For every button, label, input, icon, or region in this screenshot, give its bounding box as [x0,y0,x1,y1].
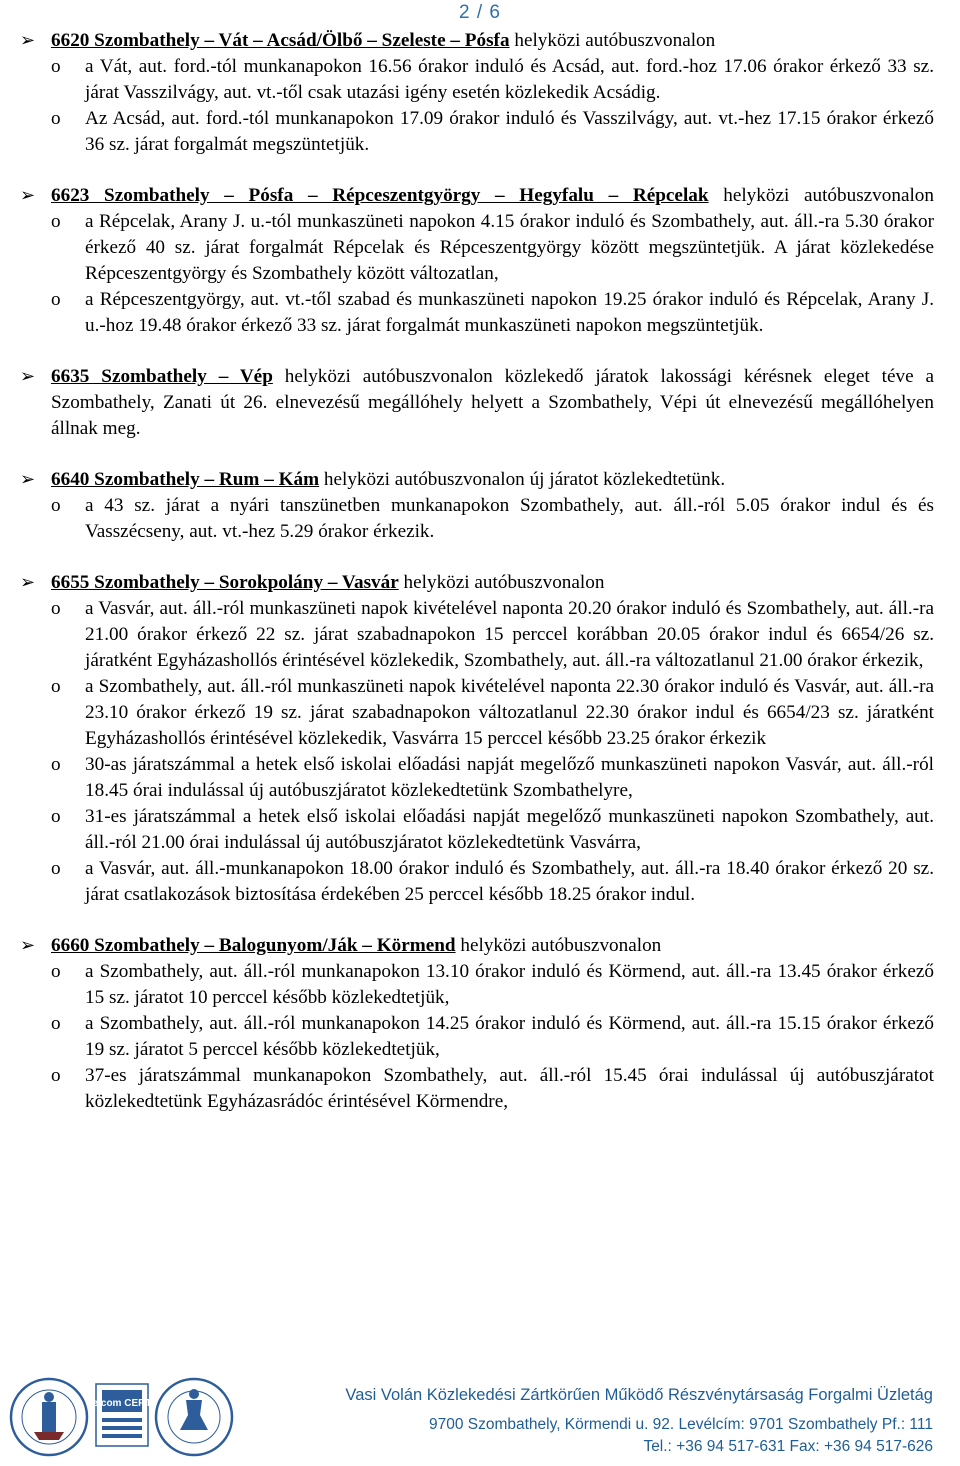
list-item-text: a Vasvár, aut. áll.-munkanapokon 18.00 órakor induló és Szombathely, aut. áll.-ra 18.40 órakor érkező 20 sz. járat csatlakozások biztosítása érdekében 25 perccel később 18.25 órakor indul. [85,858,934,905]
list-item [20,209,934,287]
route-title: 6635 Szombathely – Vép [51,366,273,387]
route-section [20,183,934,339]
list-item-text: Az Acsád, aut. ford.-tól munkanapokon 17.09 órakor induló és Vasszilvágy, aut. vt.-hez 17.15 órakor érkező 36 sz. járat forgalmát megszüntetjük. [85,108,934,155]
list-item [20,1063,934,1115]
list-item-text: a Szombathely, aut. áll.-ról munkanapokon 14.25 órakor induló és Körmend, aut. áll.-ra 15.15 órakor érkező 19 sz. járatot 5 perccel később közlekedtetjük, [85,1013,934,1060]
circle-bullet-icon: o [51,598,61,619]
route-section [20,28,934,158]
route-description: helyközi autóbuszvonalon [509,30,716,51]
route-description: helyközi autóbuszvonalon közlekedő járatok lakossági kérésnek eleget téve a Szombathely, Zanati út 26. elnevezésű megállóhely helyett a Szombathely, Vépi út elnevezésű megállóhelyen állnak meg. [51,366,934,439]
route-heading [20,933,934,959]
footer-address: 9700 Szombathely, Körmendi u. 92. Levélcím: 9701 Szombathely Pf.: 111 [428,1416,933,1433]
footer-company: Vasi Volán Közlekedési Zártkörűen Működő Részvénytársaság Forgalmi Üzletág [345,1386,933,1404]
page-footer [0,1370,960,1461]
route-title: 6660 Szombathely – Balogunyom/Ják – Körmend [51,935,456,956]
list-item-text: 30-as járatszámmal a hetek első iskolai előadási napját megelőző munkaszüneti napokon Vasvár, aut. áll.-ról 18.45 órai indulással új autóbuszjáratot közlekedtetünk Szombathelyre, [85,754,934,801]
route-title: 6655 Szombathely – Sorokpolány – Vasvár [51,572,399,593]
circle-bullet-icon: o [51,858,61,879]
route-description: helyközi autóbuszvonalon [398,572,605,593]
route-heading [20,570,934,596]
route-heading [20,467,934,493]
list-item [20,856,934,908]
route-heading [20,183,934,209]
list-item-text: a Vát, aut. ford.-tól munkanapokon 16.56 órakor induló és Acsád, aut. ford.-hoz 17.06 órakor érkező 33 sz. járat Vasszilvágy, aut. vt.-től csak utazási igény esetén közlekedik Acsádig. [85,56,934,103]
arrow-bullet-icon: ➢ [20,935,36,956]
circle-bullet-icon: o [51,211,61,232]
footer-phone: Tel.: +36 94 517-631 Fax: +36 94 517-626 [643,1438,933,1455]
route-section [20,933,934,1115]
route-description: helyközi autóbuszvonalon [708,185,934,206]
list-item-text: a Répceszentgyörgy, aut. vt.-től szabad és munkaszüneti napokon 19.25 órakor induló és Répcelak, Arany J. u.-hoz 19.48 órakor érkező 33 sz. járat forgalmát munkaszüneti napokon megszüntetjük. [85,289,934,336]
list-item [20,804,934,856]
route-heading [20,28,934,54]
arrow-bullet-icon: ➢ [20,366,36,387]
arrow-bullet-icon: ➢ [20,185,36,206]
list-item-text: a Vasvár, aut. áll.-ról munkaszüneti napok kivételével naponta 20.20 órakor induló és Szombathely, aut. áll.-ra 21.00 órakor érkező 22 sz. járat szabadnapokon 15 perccel korábban 20.05 órakor indul és 6654/26 sz. járatként Egyházashollós érintésével közlekedik, Szombathely, aut. áll.-ra változatlanul 21.00 órakor érkezik, [85,598,934,671]
circle-bullet-icon: o [51,289,61,310]
route-title: 6640 Szombathely – Rum – Kám [51,469,320,490]
list-item [20,596,934,674]
document-body [20,28,934,1140]
footer-logos [4,1370,304,1461]
list-item-text: 37-es járatszámmal munkanapokon Szombathely, aut. áll.-ról 15.45 órai indulással új autóbuszjáratot közlekedtetünk Egyházasrádóc érintésével Körmendre, [85,1065,934,1112]
route-title: 6620 Szombathely – Vát – Acsád/Ölbő – Szeleste – Pósfa [51,30,510,51]
circle-bullet-icon: o [51,1065,61,1086]
ecom-cert-label: e.com CERT [92,1398,152,1409]
route-heading [20,364,934,442]
county-quality-award-logo [156,1379,232,1455]
circle-bullet-icon: o [51,1013,61,1034]
arrow-bullet-icon: ➢ [20,469,36,490]
quality-award-logos [4,1370,304,1461]
route-section [20,467,934,545]
circle-bullet-icon: o [51,56,61,77]
arrow-bullet-icon: ➢ [20,30,36,51]
list-item [20,54,934,106]
footer-contact [345,1380,933,1458]
regional-quality-award-logo [11,1379,87,1455]
circle-bullet-icon: o [51,495,61,516]
route-description: helyközi autóbuszvonalon új járatot közlekedtetünk. [319,469,726,490]
list-item [20,959,934,1011]
list-item [20,1011,934,1063]
circle-bullet-icon: o [51,754,61,775]
list-item [20,287,934,339]
page-number: 2 / 6 [459,2,501,23]
route-section [20,570,934,908]
ecom-cert-logo [93,1384,152,1446]
route-description: helyközi autóbuszvonalon [455,935,662,956]
arrow-bullet-icon: ➢ [20,572,36,593]
list-item [20,674,934,752]
list-item [20,106,934,158]
circle-bullet-icon: o [51,806,61,827]
list-item [20,752,934,804]
circle-bullet-icon: o [51,108,61,129]
circle-bullet-icon: o [51,676,61,697]
circle-bullet-icon: o [51,961,61,982]
list-item-text: 31-es járatszámmal a hetek első iskolai előadási napját megelőző munkaszüneti napokon Szombathely, aut. áll.-ról 21.00 órai indulással új autóbuszjáratot közlekedtetünk Vasvárra, [85,806,934,853]
list-item-text: a Répcelak, Arany J. u.-tól munkaszüneti napokon 4.15 órakor induló és Szombathely, aut. áll.-ra 5.30 órakor érkező 40 sz. járat forgalmát Répcelak és Répceszentgyörgy között megszüntetjük. A járat közlekedése Répceszentgyörgy és Szombathely között változatlan, [85,211,934,284]
route-title: 6623 Szombathely – Pósfa – Répceszentgyörgy – Hegyfalu – Répcelak [51,185,709,206]
list-item [20,493,934,545]
list-item-text: a 43 sz. járat a nyári tanszünetben munkanapokon Szombathely, aut. áll.-ról 5.05 órakor indul és és Vasszécseny, aut. vt.-hez 5.29 órakor érkezik. [85,495,934,542]
route-section [20,364,934,442]
list-item-text: a Szombathely, aut. áll.-ról munkanapokon 13.10 órakor induló és Körmend, aut. áll.-ra 13.45 órakor érkező 15 sz. járatot 10 perccel később közlekedtetjük, [85,961,934,1008]
list-item-text: a Szombathely, aut. áll.-ról munkaszüneti napok kivételével naponta 22.30 órakor induló és Vasvár, aut. áll.-ra 23.10 órakor érkező 19 sz. járat szabadnapokon változatlanul 22.30 órakor indul és 6654/23 sz. járatként Egyházashollós érintésével közlekedik, Vasvárra 15 perccel később 23.25 órakor érkezik [85,676,934,749]
